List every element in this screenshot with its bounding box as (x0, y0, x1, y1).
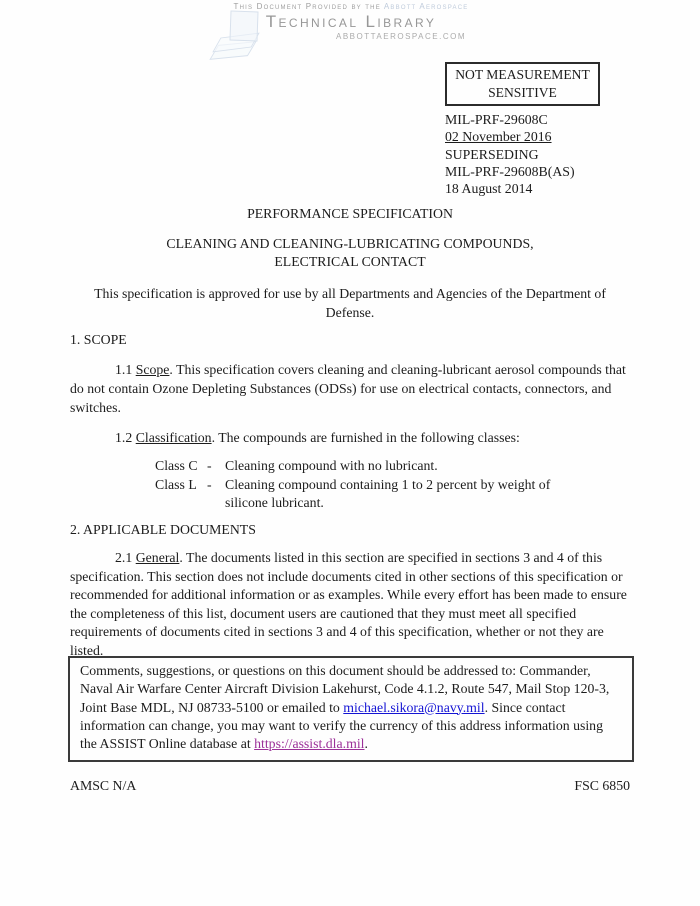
page-footer (70, 778, 630, 794)
paragraph-1-2-text: . The compounds are furnished in the following classes: (211, 430, 520, 445)
class-l-description: Cleaning compound containing 1 to 2 percent by weight of silicone lubricant. (225, 476, 551, 511)
paragraph-1-1-text: . This specification covers cleaning and cleaning-lubricant aerosol compounds that do not contain Ozone Depleting Substances (ODSs) for use on electrical contacts, connectors, and switches. (70, 362, 626, 415)
paragraph-1-1-number: 1.1 (115, 362, 136, 377)
notice-line-1: NOT MEASUREMENT (455, 67, 590, 82)
class-l-name: Class L (155, 476, 197, 492)
paragraph-2-1-title: General (135, 550, 180, 565)
class-l-dash: - (207, 476, 212, 492)
section-2-heading: 2. APPLICABLE DOCUMENTS (70, 522, 256, 537)
superseding-label: SUPERSEDING (445, 146, 539, 162)
amsc-number: AMSC N/A (70, 778, 137, 793)
assist-database-link[interactable]: https://assist.dla.mil (254, 736, 365, 752)
superseded-spec-number: MIL-PRF-29608B(AS) (445, 163, 575, 179)
paragraph-2-1-text: . The documents listed in this section are specified in sections 3 and 4 of this specification. This section does not include documents cited in other sections of this specification or recommended for additional information or as examples. While every effort has been made to ensure the completeness of this list, document users are cautioned that they must meet all specified requirements of documents cited in sections 3 and 4 of this specification, whether or not they are listed. (70, 550, 627, 658)
paragraph-1-2-number: 1.2 (115, 430, 136, 445)
approval-statement: This specification is approved for use by all Departments and Agencies of the Department of Defense. (94, 286, 606, 320)
comments-text-before-email: Comments, suggestions, or questions on this document should be addressed to: Commander, Naval Air Warfare Center Aircraft Division Lakehurst, Code 4.1.2, Route 547, Mail Stop 120-3, Joint Base MDL, NJ 08733-5100 or emailed to (80, 663, 610, 715)
class-c-name: Class C (155, 458, 198, 473)
class-c-description: Cleaning compound with no lubricant. (225, 458, 438, 473)
class-c-dash: - (207, 458, 212, 473)
paragraph-1-1 (70, 361, 636, 417)
document-type-heading: PERFORMANCE SPECIFICATION (247, 206, 453, 221)
paragraph-1-2-title: Classification (135, 430, 212, 445)
provider-library-title: Technical Library (265, 12, 437, 31)
provider-brand-name: Abbott Aerospace (383, 2, 469, 11)
document-title-line-2: ELECTRICAL CONTACT (274, 253, 426, 269)
email-link[interactable]: michael.sikora@navy.mil (343, 699, 485, 715)
paragraph-1-2 (70, 429, 636, 448)
section-1-heading: 1. SCOPE (70, 332, 127, 347)
document-title-line-1: CLEANING AND CLEANING-LUBRICATING COMPOUNDS, (166, 236, 534, 251)
notice-line-2: SENSITIVE (488, 84, 557, 100)
spec-number: MIL-PRF-29608C (445, 112, 548, 127)
fsc-number: FSC 6850 (574, 778, 630, 793)
paragraph-2-1-number: 2.1 (115, 550, 136, 565)
class-list (70, 457, 636, 513)
comments-text-end: . (364, 736, 368, 752)
comments-contact-box (68, 656, 634, 762)
paragraph-2-1 (70, 549, 636, 661)
spec-date: 02 November 2016 (445, 129, 552, 145)
class-row-c (70, 457, 636, 476)
superseded-spec-date: 18 August 2014 (445, 181, 533, 197)
spec-id-block (445, 111, 575, 197)
provider-watermark (230, 2, 472, 41)
comments-text-after-email: . Since contact information can change, you may want to verify the currency of this address information using the ASSIST Online database at (80, 699, 603, 752)
provider-tagline (230, 2, 472, 11)
class-row-l (70, 476, 636, 513)
provider-website: ABBOTTAEROSPACE.COM (336, 32, 466, 41)
document-title (0, 235, 700, 270)
not-measurement-sensitive-box (445, 62, 600, 106)
paragraph-1-1-title: Scope (135, 362, 170, 377)
provider-tagline-prefix: This Document Provided by the (233, 2, 384, 11)
